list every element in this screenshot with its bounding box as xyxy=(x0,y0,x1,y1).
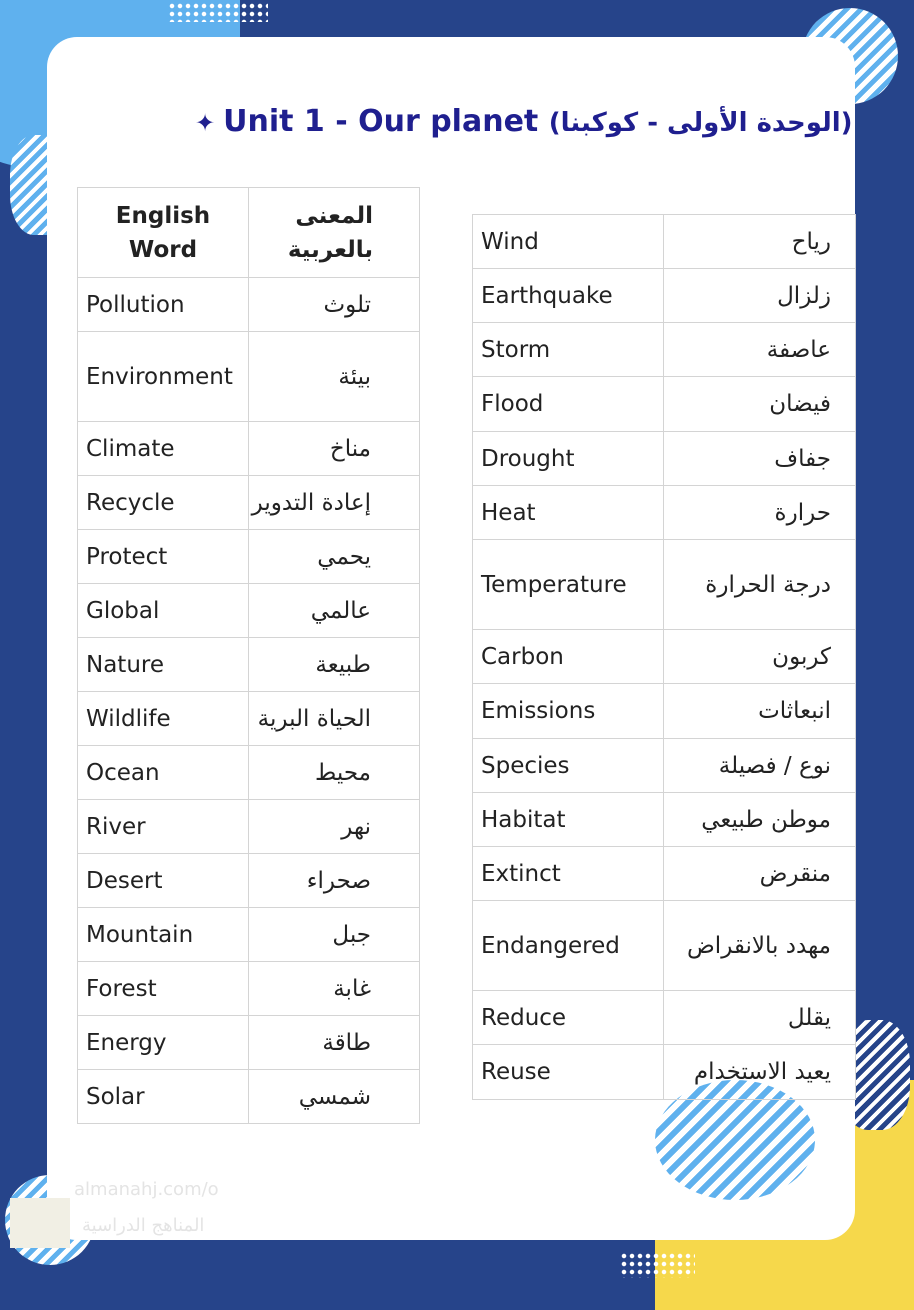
decorative-dots-bottom xyxy=(620,1252,695,1278)
table-row xyxy=(473,991,856,1045)
table-row xyxy=(78,476,420,530)
english-word-cell: Wind xyxy=(473,215,664,269)
watermark-url: almanahj.com/o xyxy=(74,1179,219,1200)
title-arabic: (الوحدة الأولى - كوكبنا) xyxy=(548,108,853,138)
arabic-meaning-cell: طاقة xyxy=(249,1016,420,1070)
arabic-meaning-cell: محيط xyxy=(249,746,420,800)
english-word-cell: Habitat xyxy=(473,793,664,847)
table-row xyxy=(473,432,856,486)
table-header-row xyxy=(78,188,420,278)
table-row xyxy=(78,584,420,638)
page-title xyxy=(195,100,853,144)
english-word-cell: Nature xyxy=(78,638,249,692)
table-row xyxy=(473,323,856,377)
watermark-logo xyxy=(10,1198,70,1248)
arabic-meaning-cell: غابة xyxy=(249,962,420,1016)
english-word-cell: Solar xyxy=(78,1070,249,1124)
table-row xyxy=(78,278,420,332)
arabic-meaning-cell: يقلل xyxy=(664,991,856,1045)
arabic-meaning-cell: موطن طبيعي xyxy=(664,793,856,847)
table-row xyxy=(78,962,420,1016)
english-word-cell: Earthquake xyxy=(473,269,664,323)
table-row xyxy=(78,1016,420,1070)
arabic-meaning-cell: عالمي xyxy=(249,584,420,638)
table-row xyxy=(473,847,856,901)
arabic-meaning-cell: يحمي xyxy=(249,530,420,584)
table-row xyxy=(78,800,420,854)
english-word-cell: Environment xyxy=(78,332,249,422)
arabic-meaning-cell: تلوث xyxy=(249,278,420,332)
english-word-cell: Reuse xyxy=(473,1045,664,1100)
arabic-meaning-cell: انبعاثات xyxy=(664,684,856,739)
english-word-cell: Mountain xyxy=(78,908,249,962)
english-word-cell: Ocean xyxy=(78,746,249,800)
english-word-cell: Global xyxy=(78,584,249,638)
english-word-cell: Pollution xyxy=(78,278,249,332)
vocabulary-table-right xyxy=(472,214,856,1100)
english-word-cell: River xyxy=(78,800,249,854)
arabic-meaning-cell: فيضان xyxy=(664,377,856,432)
english-word-cell: Energy xyxy=(78,1016,249,1070)
english-word-cell: Endangered xyxy=(473,901,664,991)
arabic-meaning-cell: كربون xyxy=(664,630,856,684)
table-row xyxy=(473,1045,856,1100)
english-word-cell: Climate xyxy=(78,422,249,476)
english-word-cell: Forest xyxy=(78,962,249,1016)
english-word-cell: Species xyxy=(473,739,664,793)
arabic-meaning-cell: نوع / فصيلة xyxy=(664,739,856,793)
table-row xyxy=(78,692,420,746)
table-row xyxy=(473,215,856,269)
table-row xyxy=(473,269,856,323)
english-word-cell: Emissions xyxy=(473,684,664,739)
vocabulary-table-left xyxy=(77,187,420,1124)
table-row xyxy=(78,332,420,422)
arabic-meaning-cell: شمسي xyxy=(249,1070,420,1124)
watermark xyxy=(10,1170,240,1250)
table-row xyxy=(473,377,856,432)
arabic-meaning-cell: طبيعة xyxy=(249,638,420,692)
english-word-cell: Protect xyxy=(78,530,249,584)
arabic-meaning-cell: مهدد بالانقراض xyxy=(664,901,856,991)
table-row xyxy=(473,901,856,991)
title-english: Unit 1 - Our planet xyxy=(223,104,539,139)
star-icon: ✦ xyxy=(195,109,216,137)
arabic-meaning-cell: صحراء xyxy=(249,854,420,908)
arabic-meaning-cell: الحياة البرية xyxy=(249,692,420,746)
arabic-meaning-cell: عاصفة xyxy=(664,323,856,377)
table-row xyxy=(473,793,856,847)
english-word-cell: Reduce xyxy=(473,991,664,1045)
arabic-meaning-cell: جبل xyxy=(249,908,420,962)
table-row xyxy=(473,739,856,793)
arabic-meaning-cell: درجة الحرارة xyxy=(664,540,856,630)
english-word-cell: Carbon xyxy=(473,630,664,684)
english-word-cell: Storm xyxy=(473,323,664,377)
table-row xyxy=(78,746,420,800)
table-row xyxy=(473,540,856,630)
table-row xyxy=(473,684,856,739)
english-word-cell: Extinct xyxy=(473,847,664,901)
header-english-word: English Word xyxy=(78,188,249,278)
table-row xyxy=(78,530,420,584)
table-row xyxy=(78,908,420,962)
arabic-meaning-cell: بيئة xyxy=(249,332,420,422)
watermark-arabic: المناهج الدراسية xyxy=(82,1215,205,1236)
english-word-cell: Drought xyxy=(473,432,664,486)
english-word-cell: Temperature xyxy=(473,540,664,630)
arabic-meaning-cell: نهر xyxy=(249,800,420,854)
arabic-meaning-cell: إعادة التدوير xyxy=(249,476,420,530)
arabic-meaning-cell: جفاف xyxy=(664,432,856,486)
table-row xyxy=(473,486,856,540)
english-word-cell: Wildlife xyxy=(78,692,249,746)
arabic-meaning-cell: زلزال xyxy=(664,269,856,323)
arabic-meaning-cell: مناخ xyxy=(249,422,420,476)
table-row xyxy=(78,854,420,908)
table-row xyxy=(78,422,420,476)
arabic-meaning-cell: حرارة xyxy=(664,486,856,540)
english-word-cell: Heat xyxy=(473,486,664,540)
english-word-cell: Flood xyxy=(473,377,664,432)
header-arabic-meaning: المعنى بالعربية xyxy=(249,188,420,278)
english-word-cell: Recycle xyxy=(78,476,249,530)
table-row xyxy=(78,638,420,692)
arabic-meaning-cell: منقرض xyxy=(664,847,856,901)
arabic-meaning-cell: يعيد الاستخدام xyxy=(664,1045,856,1100)
decorative-dots-top xyxy=(168,2,268,22)
english-word-cell: Desert xyxy=(78,854,249,908)
table-row xyxy=(473,630,856,684)
table-row xyxy=(78,1070,420,1124)
arabic-meaning-cell: رياح xyxy=(664,215,856,269)
